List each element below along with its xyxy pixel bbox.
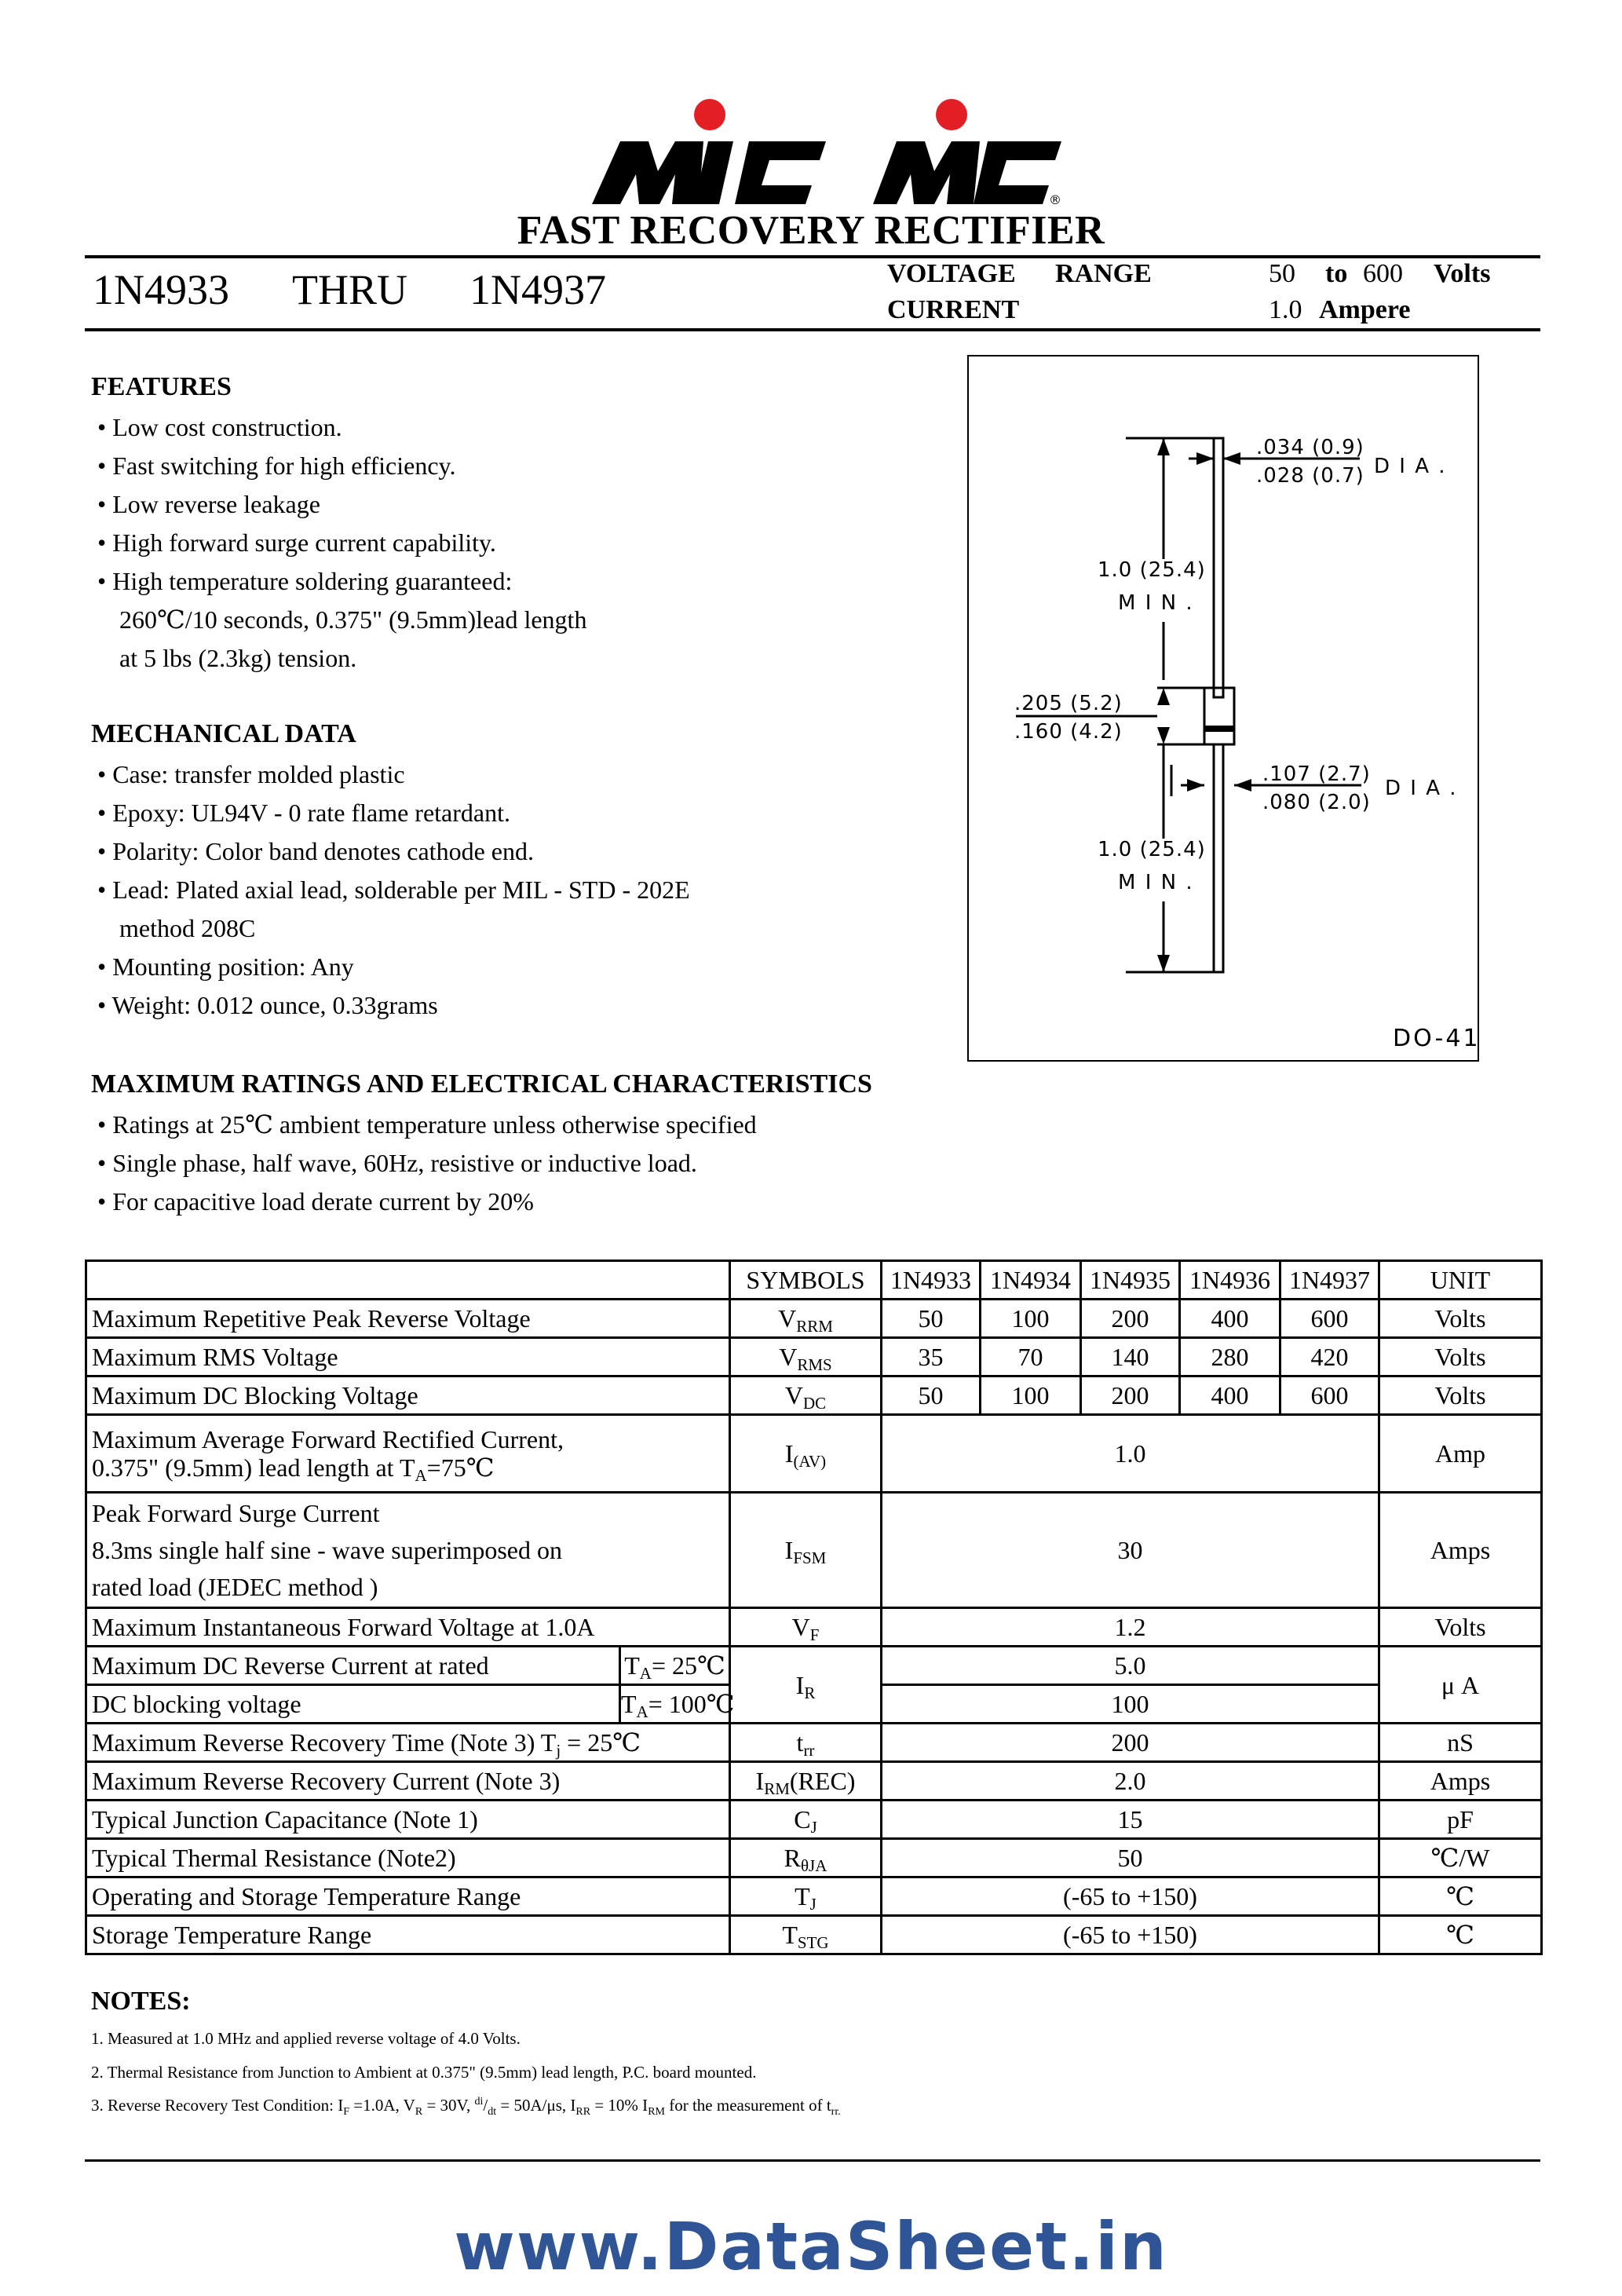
condition-cell: $T_A=$ 100℃ — [620, 1685, 730, 1724]
note-1: 1. Measured at 1.0 MHz and applied reverse voltage of 4.0 Volts. — [91, 2029, 521, 2048]
table-row — [86, 1839, 1542, 1877]
value-cell: 2.0 — [882, 1762, 1379, 1801]
header-symbols: SYMBOLS — [730, 1261, 882, 1300]
part-number-from: 1N4933 — [93, 266, 229, 313]
list-item: • Mounting position: Any — [97, 952, 354, 981]
lead-length-bottom: 1.0 (25.4) — [1098, 838, 1206, 861]
row-label: Maximum DC Reverse Current at rated — [86, 1647, 620, 1685]
note-3: 3. Reverse Recovery Test Condition: $I_F =1.0A$, $V_R = 30V$, $^{di}/_{dt} = 50A/\mu s$, $I_{RR} = 10\%$ $I_{RM}$ for the measurement of $t_{rr.}$ — [91, 2096, 841, 2119]
list-item: • For capacitive load derate current by 20% — [97, 1187, 534, 1216]
table-row — [86, 1608, 1542, 1647]
table-row — [86, 1724, 1542, 1762]
row-symbol: $V_F$ — [730, 1608, 882, 1647]
unit-cell: Volts — [1379, 1377, 1542, 1415]
condition-cell: $T_A=$ 25℃ — [620, 1647, 730, 1685]
value-cell: 70 — [981, 1338, 1081, 1377]
table-row — [86, 1493, 1542, 1608]
current-label: CURRENT — [887, 295, 1020, 324]
row-symbol: $R_{\theta JA}$ — [730, 1839, 882, 1877]
list-item: • Case: transfer molded plastic — [97, 760, 405, 788]
do41-drawing — [969, 356, 1478, 1060]
lead-length-top: 1.0 (25.4) — [1098, 558, 1206, 582]
unit-cell: nS — [1379, 1724, 1542, 1762]
unit-cell: μ A — [1379, 1647, 1542, 1724]
list-item: • Weight: 0.012 ounce, 0.33grams — [97, 991, 438, 1019]
package-name: DO-41 — [1393, 1025, 1478, 1052]
unit-cell: Amp — [1379, 1415, 1542, 1493]
table-header-row — [86, 1261, 1542, 1300]
header-1n4933: 1N4933 — [882, 1261, 981, 1300]
row-label: Maximum Reverse Recovery Current (Note 3) — [86, 1762, 730, 1801]
part-number-to: 1N4937 — [469, 266, 606, 313]
value-cell: 140 — [1081, 1338, 1180, 1377]
list-item: • Low reverse leakage — [97, 490, 320, 518]
value-cell: 200 — [1081, 1300, 1180, 1338]
header-blank-cell — [86, 1261, 730, 1300]
current-unit: Ampere — [1319, 295, 1411, 324]
table-row — [86, 1916, 1542, 1954]
lead-dia-max: .034 (0.9) — [1256, 436, 1364, 459]
row-label: Typical Junction Capacitance (Note 1) — [86, 1801, 730, 1839]
voltage-max: 600 — [1363, 259, 1403, 288]
table-row — [86, 1338, 1542, 1377]
value-cell: 100 — [882, 1685, 1379, 1724]
list-item: • Low cost construction. — [97, 413, 342, 441]
row-symbol: $V_{DC}$ — [730, 1377, 882, 1415]
table-row — [86, 1801, 1542, 1839]
value-cell: 420 — [1280, 1338, 1379, 1377]
unit-cell: ℃ — [1379, 1916, 1542, 1954]
row-label: Maximum DC Blocking Voltage — [86, 1377, 730, 1415]
value-cell: (-65 to +150) — [882, 1877, 1379, 1916]
header-1n4936: 1N4936 — [1180, 1261, 1280, 1300]
row-symbol: $V_{RMS}$ — [730, 1338, 882, 1377]
row-symbol: $I_{RM}(REC)$ — [730, 1762, 882, 1801]
list-item: • Single phase, half wave, 60Hz, resistive or inductive load. — [97, 1149, 697, 1177]
list-item: • Ratings at 25℃ ambient temperature unless otherwise specified — [97, 1110, 757, 1139]
row-symbol: $I_{FSM}$ — [730, 1493, 882, 1608]
value-cell: 280 — [1180, 1338, 1280, 1377]
value-cell: 200 — [1081, 1377, 1180, 1415]
unit-cell: Amps — [1379, 1762, 1542, 1801]
unit-cell: Volts — [1379, 1608, 1542, 1647]
table-row — [86, 1377, 1542, 1415]
document-title: FAST RECOVERY RECTIFIER — [517, 208, 1105, 253]
row-label: Peak Forward Surge Current 8.3ms single half sine - wave superimposed on rated load (JEDEC method ) — [86, 1493, 730, 1608]
unit-cell: ℃/W — [1379, 1839, 1542, 1877]
value-cell: 1.2 — [882, 1608, 1379, 1647]
voltage-label: VOLTAGE — [887, 259, 1016, 288]
row-symbol: $t_{rr}$ — [730, 1724, 882, 1762]
row-symbol: $I_{(AV)}$ — [730, 1415, 882, 1493]
to-label: to — [1325, 259, 1348, 288]
value-cell: 15 — [882, 1801, 1379, 1839]
list-item: at 5 lbs (2.3kg) tension. — [119, 644, 357, 672]
header-1n4937: 1N4937 — [1280, 1261, 1379, 1300]
current-value: 1.0 — [1269, 295, 1302, 324]
table-row — [86, 1877, 1542, 1916]
value-cell: 50 — [882, 1300, 981, 1338]
value-cell: 600 — [1280, 1300, 1379, 1338]
value-cell: 5.0 — [882, 1647, 1379, 1685]
specifications-table-body — [85, 1260, 1543, 1955]
body-dia-label: D I A . — [1385, 777, 1458, 800]
list-item: method 208C — [119, 914, 256, 942]
row-symbol: $V_{RRM}$ — [730, 1300, 882, 1338]
value-cell: 1.0 — [882, 1415, 1379, 1493]
mic-logo-icon — [581, 93, 1068, 210]
value-cell: (-65 to +150) — [882, 1916, 1379, 1954]
header-rule-top — [85, 255, 1540, 258]
row-symbol: $T_J$ — [730, 1877, 882, 1916]
notes-heading: NOTES: — [91, 1987, 191, 2016]
row-label: Maximum Average Forward Rectified Current, 0.375" (9.5mm) lead length at $T_A=75℃$ — [86, 1415, 730, 1493]
row-label: Maximum Reverse Recovery Time (Note 3) $T_j$ = 25℃ — [86, 1724, 730, 1762]
header-1n4935: 1N4935 — [1081, 1261, 1180, 1300]
row-label: Maximum Instantaneous Forward Voltage at 1.0A — [86, 1608, 730, 1647]
table-row — [86, 1762, 1542, 1801]
row-label: Storage Temperature Range — [86, 1916, 730, 1954]
row-symbol: $C_J$ — [730, 1801, 882, 1839]
ratings-heading: MAXIMUM RATINGS AND ELECTRICAL CHARACTERISTICS — [91, 1069, 872, 1099]
unit-cell: ℃ — [1379, 1877, 1542, 1916]
row-label: Operating and Storage Temperature Range — [86, 1877, 730, 1916]
value-cell: 35 — [882, 1338, 981, 1377]
value-cell: 400 — [1180, 1377, 1280, 1415]
body-dia-min: .080 (2.0) — [1262, 791, 1371, 814]
body-length-max: .205 (5.2) — [1014, 692, 1123, 715]
value-cell: 400 — [1180, 1300, 1280, 1338]
unit-cell: Volts — [1379, 1300, 1542, 1338]
body-dia-max: .107 (2.7) — [1262, 762, 1371, 786]
list-item: • Lead: Plated axial lead, solderable per MIL - STD - 202E — [97, 876, 690, 904]
note-2: 2. Thermal Resistance from Junction to Ambient at 0.375" (9.5mm) lead length, P.C. board mounted. — [91, 2063, 757, 2082]
unit-cell: pF — [1379, 1801, 1542, 1839]
voltage-unit: Volts — [1434, 259, 1491, 288]
range-label: RANGE — [1055, 259, 1152, 288]
voltage-min: 50 — [1269, 259, 1295, 288]
value-cell: 100 — [981, 1300, 1081, 1338]
features-heading: FEATURES — [91, 372, 232, 401]
value-cell: 30 — [882, 1493, 1379, 1608]
value-cell: 50 — [882, 1839, 1379, 1877]
row-symbol: $I_R$ — [730, 1647, 882, 1724]
row-symbol: $T_{STG}$ — [730, 1916, 882, 1954]
header-unit: UNIT — [1379, 1261, 1542, 1300]
footer-rule — [85, 2159, 1540, 2162]
body-length-min: .160 (4.2) — [1014, 720, 1123, 744]
row-label: DC blocking voltage — [86, 1685, 620, 1724]
unit-cell: Volts — [1379, 1338, 1542, 1377]
list-item: • Fast switching for high efficiency. — [97, 452, 456, 480]
row-label: Typical Thermal Resistance (Note2) — [86, 1839, 730, 1877]
list-item: 260℃/10 seconds, 0.375" (9.5mm)lead length — [119, 605, 587, 634]
header-rule-bottom — [85, 328, 1540, 331]
svg-text:®: ® — [1049, 192, 1061, 207]
ratings-list — [97, 1106, 757, 1221]
lead-dia-min: .028 (0.7) — [1256, 464, 1364, 488]
mechanical-list — [97, 755, 690, 1025]
list-item: • Epoxy: UL94V - 0 rate flame retardant. — [97, 799, 510, 827]
table-row — [86, 1300, 1542, 1338]
lead-min-top: M I N . — [1118, 591, 1194, 615]
thru-label: THRU — [292, 266, 407, 313]
unit-cell: Amps — [1379, 1493, 1542, 1608]
lead-min-bottom: M I N . — [1118, 871, 1194, 894]
value-cell: 200 — [882, 1724, 1379, 1762]
company-logo — [581, 93, 1068, 210]
header-1n4934: 1N4934 — [981, 1261, 1081, 1300]
value-cell: 600 — [1280, 1377, 1379, 1415]
row-label: Maximum RMS Voltage — [86, 1338, 730, 1377]
mechanical-heading: MECHANICAL DATA — [91, 719, 356, 748]
package-outline — [967, 355, 1479, 1062]
lead-dia-label: D I A . — [1374, 455, 1447, 478]
list-item: • Polarity: Color band denotes cathode end. — [97, 837, 534, 865]
table-row — [86, 1647, 1542, 1685]
list-item: • High forward surge current capability. — [97, 528, 496, 557]
table-row — [86, 1415, 1542, 1493]
list-item: • High temperature soldering guaranteed: — [97, 567, 513, 595]
value-cell: 100 — [981, 1377, 1081, 1415]
value-cell: 50 — [882, 1377, 981, 1415]
row-label: Maximum Repetitive Peak Reverse Voltage — [86, 1300, 730, 1338]
features-list — [97, 408, 586, 678]
footer-watermark[interactable]: www.DataSheet.in — [454, 2208, 1168, 2285]
